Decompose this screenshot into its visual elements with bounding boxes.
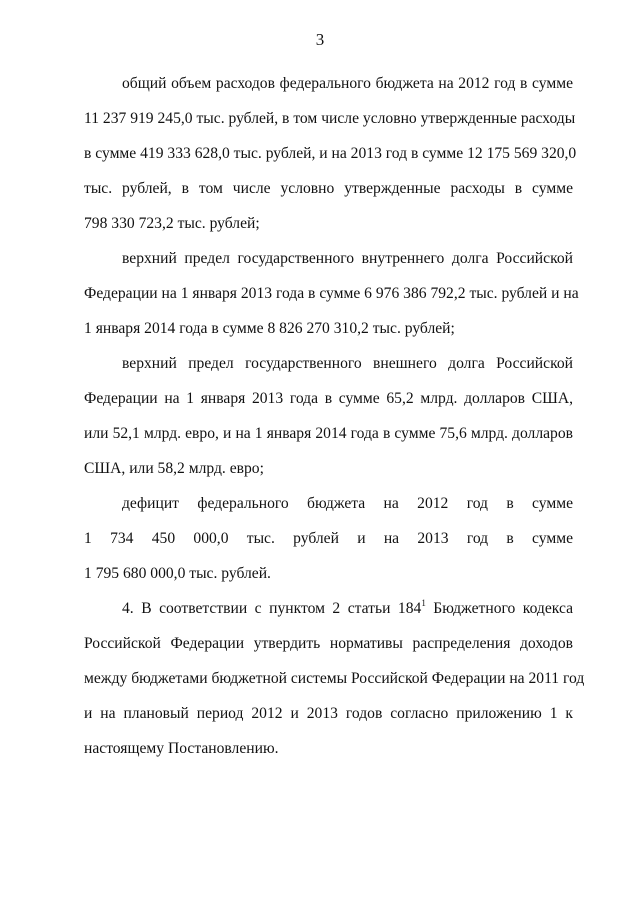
text-line: 798 330 723,2 тыс. рублей;	[84, 215, 260, 232]
paragraph-federal-budget-expenses	[84, 66, 577, 241]
text-line: США, или 58,2 млрд. евро;	[84, 460, 264, 477]
text-line: верхний предел государственного внешнего долга Российской	[122, 355, 573, 372]
superscript: 1	[421, 598, 426, 608]
paragraph-internal-debt-limit	[84, 241, 579, 346]
text-fragment: 4. В соответствии с пунктом 2 статьи 184	[122, 600, 422, 617]
text-line: 1 января 2014 года в сумме 8 826 270 310,2 тыс. рублей;	[84, 320, 455, 337]
text-line: 11 237 919 245,0 тыс. рублей, в том числе условно утвержденные расходы	[84, 110, 576, 127]
text-line: тыс. рублей, в том числе условно утвержденные расходы в сумме	[84, 180, 573, 197]
paragraph-item-4-revenue-standards	[84, 591, 585, 766]
text-fragment: Бюджетного кодекса	[425, 600, 573, 617]
text-line: в сумме 419 333 628,0 тыс. рублей, и на 2013 год в сумме 12 175 569 320,0	[84, 145, 577, 162]
document-body	[84, 66, 585, 766]
text-line: между бюджетами бюджетной системы Российской Федерации на 2011 год	[84, 670, 585, 687]
text-line: дефицит федерального бюджета на 2012 год в сумме	[122, 495, 573, 512]
paragraph-budget-deficit	[84, 486, 573, 591]
text-line: верхний предел государственного внутреннего долга Российской	[122, 250, 573, 267]
text-line: Российской Федерации утвердить нормативы распределения доходов	[84, 635, 573, 652]
text-line: 1 795 680 000,0 тыс. рублей.	[84, 565, 271, 582]
text-line: 1 734 450 000,0 тыс. рублей и на 2013 год в сумме	[84, 530, 573, 547]
paragraph-external-debt-limit	[84, 346, 573, 486]
text-line: и на плановый период 2012 и 2013 годов согласно приложению 1 к	[84, 705, 573, 722]
text-line: Федерации на 1 января 2013 года в сумме 6 976 386 792,2 тыс. рублей и на	[84, 285, 579, 302]
text-line: общий объем расходов федерального бюджета на 2012 год в сумме	[122, 75, 573, 92]
text-line: Федерации на 1 января 2013 года в сумме 65,2 млрд. долларов США,	[84, 390, 573, 407]
text-line	[84, 591, 573, 626]
page-number: 3	[315, 30, 325, 49]
text-line: или 52,1 млрд. евро, и на 1 января 2014 года в сумме 75,6 млрд. долларов	[84, 425, 573, 442]
text-line: настоящему Постановлению.	[84, 740, 279, 757]
